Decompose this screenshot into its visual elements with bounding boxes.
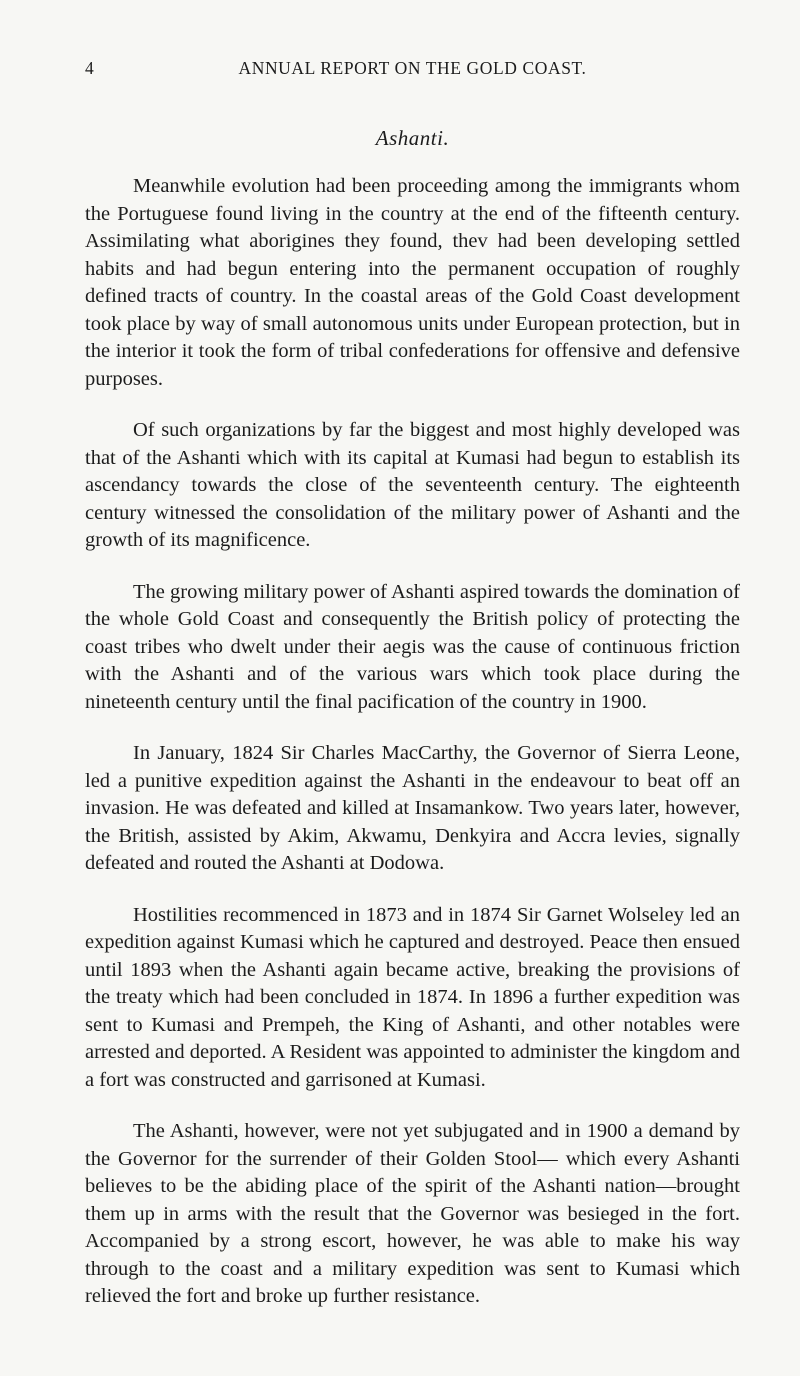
- paragraph: The growing military power of Ashanti aspired towards the domination of the whole Gold Coast and consequently the British policy of protecting the coast tribes who dwelt under their aegis was the cause of continuous friction with the Ashanti and of the various wars which took place during the nineteenth century until the final pacification of the country in 1900.: [85, 580, 740, 713]
- paragraph: Of such organizations by far the biggest and most highly developed was that of the Ashanti which with its capital at Kumasi had begun to establish its ascendancy towards the close of the seventeenth century. The eighteenth century witnessed the consolidation of the military power of Ashanti and the growth of its magnificence.: [85, 419, 740, 551]
- paragraph: The Ashanti, however, were not yet subjugated and in 1900 a demand by the Governor for the surrender of their Golden Stool— which every Ashanti believes to be the abiding place of the spirit of the Ashanti nation—brought them up in arms with the result that the Governor was besieged in the fort. Accompanied by a strong escort, however, he was able to make his way through to the coast and a military expedition was sent to Kumasi which relieved the fort and broke up further resistance.: [85, 1120, 740, 1307]
- document-page: [85, 58, 740, 1335]
- paragraph: Hostilities recommenced in 1873 and in 1874 Sir Garnet Wolseley led an expedition against Kumasi which he captured and destroyed. Peace then ensued until 1893 when the Ashanti again became active, breaking the provisions of the treaty which had been concluded in 1874. In 1896 a further expedition was sent to Kumasi and Prempeh, the King of Ashanti, and other notables were arrested and deported. A Resident was appointed to administer the kingdom and a fort was constructed and garrisoned at Kumasi.: [85, 903, 740, 1091]
- paragraph: In January, 1824 Sir Charles MacCarthy, the Governor of Sierra Leone, led a punitive expedition against the Ashanti in the endeavour to beat off an invasion. He was defeated and killed at Insamankow. Two years later, however, the British, assisted by Akim, Akwamu, Denkyira and Accra levies, signally defeated and routed the Ashanti at Dodowa.: [85, 742, 740, 874]
- section-title: Ashanti.: [375, 126, 450, 150]
- running-title: ANNUAL REPORT ON THE GOLD COAST.: [238, 58, 587, 78]
- running-header: [85, 58, 740, 86]
- page-number: 4: [85, 58, 95, 78]
- body-text: [85, 173, 740, 1311]
- paragraph: Meanwhile evolution had been proceeding among the immigrants whom the Portuguese found living in the country at the end of the fifteenth century. Assimilating what aborigines they found, thev had been developing settled habits and had begun entering into the permanent occupation of roughly defined tracts of country. In the coastal areas of the Gold Coast development took place by way of small autonomous units under European protection, but in the interior it took the form of tribal confederations for offensive and defensive purposes.: [85, 175, 740, 390]
